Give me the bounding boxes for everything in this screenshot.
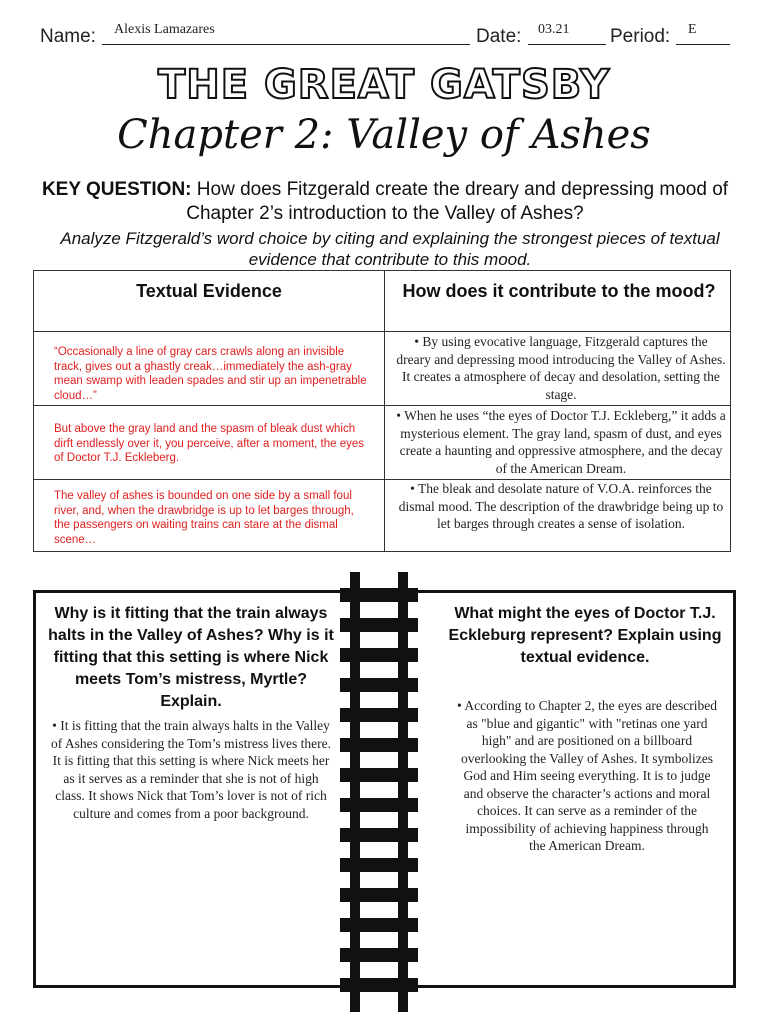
name-value: Alexis Lamazares bbox=[114, 22, 215, 37]
mood-cell[interactable]: • The bleak and desolate nature of V.O.A. reinforces the dismal mood. The description of the drawbridge being up to let barges through creates a sense of isolation. bbox=[398, 481, 724, 531]
railroad-track-icon bbox=[340, 572, 418, 1012]
evidence-cell[interactable]: “Occasionally a line of gray cars crawls along an invisible track, gives out a ghastly creak…immediately the ash-gray mean swamp with leaden spades and stir up an impenetrable cloud…” bbox=[54, 346, 367, 402]
table-column-divider bbox=[384, 271, 385, 551]
header-mood-contribution: How does it contribute to the mood? bbox=[402, 281, 716, 301]
left-question-title: Why is it fitting that the train always halts in the Valley of Ashes? Why is it fitting that this setting is where Nick meets Tom’s mistress, Myrtle? Explain. bbox=[48, 605, 334, 710]
evidence-cell[interactable]: The valley of ashes is bounded on one side by a small foul river, and, when the drawbridge is up to let barges through, the passengers on waiting trains can stare at the dismal scene… bbox=[54, 490, 354, 546]
period-value: E bbox=[688, 22, 697, 37]
left-answer[interactable]: • It is fitting that the train always halts in the Valley of Ashes considering the Tom’s mistress lives there. It is fitting that this setting is where Nick meets her as it serves as a reminder that she is not of high class. It shows Nick that Tom’s lover is not of rich culture and comes from a poor background. bbox=[50, 718, 332, 821]
date-label: Date: bbox=[476, 26, 522, 47]
student-info-header bbox=[40, 20, 740, 52]
mood-cell[interactable]: • When he uses “the eyes of Doctor T.J. Eckleberg,” it adds a mysterious element. The gray land, spasm of dust, and eyes create a haunting and oppressive atmosphere, and the decay of the American Dream. bbox=[396, 408, 726, 476]
name-field[interactable] bbox=[102, 22, 470, 45]
evidence-cell[interactable]: But above the gray land and the spasm of bleak dust which dirft endlessly over it, you perceive, after a moment, the eyes of Doctor T.J. Eckleberg. bbox=[54, 423, 365, 464]
key-question bbox=[40, 178, 730, 226]
chapter-subtitle: Chapter 2: Valley of Ashes bbox=[117, 112, 651, 158]
period-label: Period: bbox=[610, 26, 671, 47]
table-row-divider bbox=[34, 331, 730, 332]
key-question-text: How does Fitzgerald create the dreary and depressing mood of Chapter 2’s introduction to the Valley of Ashes? bbox=[186, 179, 729, 224]
date-field[interactable] bbox=[528, 22, 606, 45]
mood-cell[interactable]: • By using evocative language, Fitzgerald captures the dreary and depressing mood introducing the Valley of Ashes. It creates a atmosphere of decay and desolation, setting the stage. bbox=[396, 334, 726, 402]
right-answer[interactable]: • According to Chapter 2, the eyes are described as "blue and gigantic" with "retinas one yard high" and are positioned on a billboard overlooking the Valley of Ashes. It symbolizes God and Him seeing everything. It is to judge and observe the character’s actions and moral choices. It can serve as a reminder of the impossibility of achieving happiness through the American Dream. bbox=[456, 698, 717, 853]
right-question-title: What might the eyes of Doctor T.J. Eckleburg represent? Explain using textual evidence. bbox=[448, 605, 722, 666]
track-rails bbox=[350, 572, 408, 1012]
date-value: 03.21 bbox=[538, 22, 570, 37]
name-label: Name: bbox=[40, 26, 96, 47]
analysis-instruction: Analyze Fitzgerald’s word choice by citing and explaining the strongest pieces of textual evidence that contribute to this mood. bbox=[60, 229, 720, 269]
evidence-table bbox=[33, 270, 731, 552]
key-question-label: KEY QUESTION: bbox=[41, 179, 192, 200]
header-textual-evidence: Textual Evidence bbox=[136, 281, 282, 301]
worksheet-title: THE GREAT GATSBY bbox=[157, 62, 611, 108]
table-row-divider bbox=[34, 405, 730, 406]
period-field[interactable] bbox=[676, 22, 730, 45]
